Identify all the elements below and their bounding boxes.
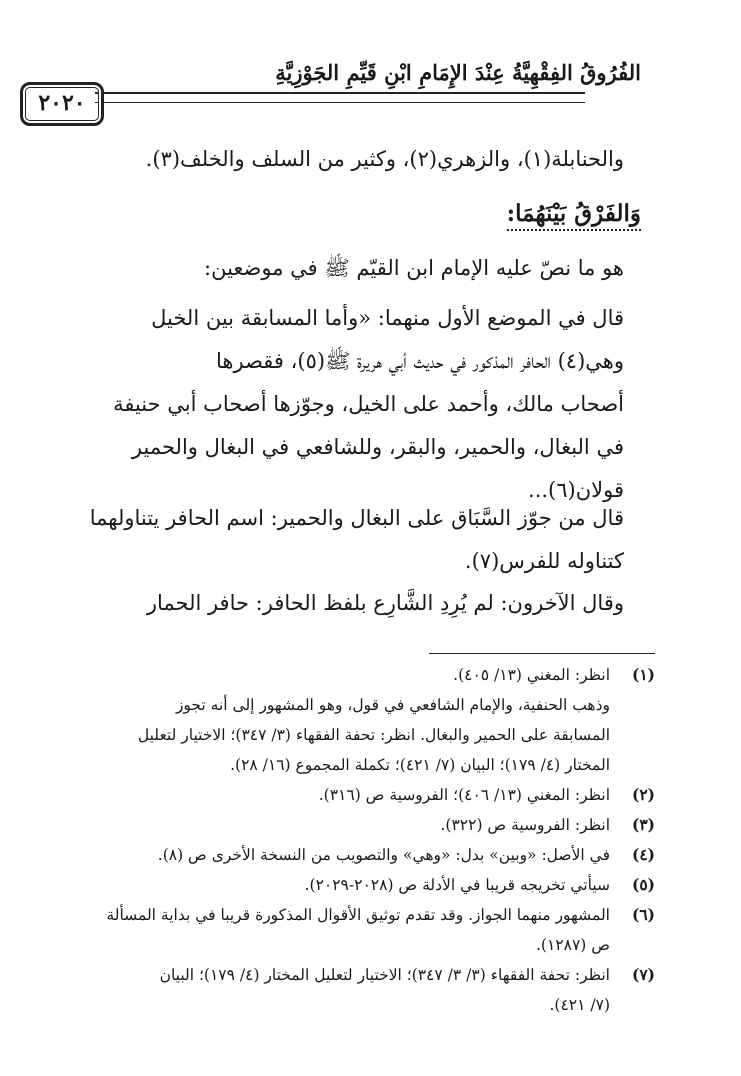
footnote-text	[90, 960, 610, 1020]
footnote-7	[90, 960, 655, 1020]
footnote-number: (٦)	[631, 905, 655, 924]
text-line: في البغال، والحمير، والبقر، وللشافعي في البغال والحمير	[131, 435, 624, 459]
text-line: أصحاب مالك، وأحمد على الخيل، وجوّزها أصحاب أبي حنيفة	[113, 392, 624, 416]
footnote-text	[90, 810, 610, 840]
text-line: وقال الآخرون: لم يُرِدِ الشَّارِع بلفظ الحافر: حافر الحمار	[146, 591, 624, 615]
footnote-1	[90, 660, 655, 780]
text-line: كتناوله للفرس(٧).	[464, 549, 624, 573]
text-line: قال من جوّز السَّبَاق على البغال والحمير: اسم الحافر يتناولهما	[89, 506, 624, 530]
paragraph-3	[88, 582, 624, 625]
text-line: والحنابلة(١)، والزهري(٢)، وكثير من السلف والخلف(٣).	[145, 147, 624, 171]
footnote-5	[90, 870, 655, 900]
footnote-3	[90, 810, 655, 840]
running-title: الفُرُوقُ الفِقْهِيَّةُ عِنْدَ الإِمَامِ ابْنِ قَيِّمِ الجَوْزِيَّةِ	[275, 60, 641, 85]
footnote-2	[90, 780, 655, 810]
footnote-line: سيأتي تخريجه قريبا في الأدلة ص (٢٠٢٨-٢٠٢٩).	[304, 876, 610, 894]
footnote-text	[90, 900, 610, 960]
footnote-number: (٢)	[631, 785, 655, 804]
text-line: قال في الموضع الأول منهما: «وأما المسابقة بين الخيل	[151, 306, 624, 330]
text-line: هو ما نصّ عليه الإمام ابن القيّم ﷺ في موضعين:	[204, 256, 624, 280]
body-line-1	[88, 138, 624, 181]
footnote-line: وذهب الحنفية، والإمام الشافعي في قول، وهو المشهور إلى أنه تجوز	[175, 696, 610, 714]
footnote-line: المسابقة على الحمير والبغال. انظر: تحفة الفقهاء (٣/ ٣٤٧)؛ الاختيار لتعليل	[137, 726, 610, 744]
footnote-number: (٤)	[631, 845, 655, 864]
footnote-number: (٣)	[631, 815, 655, 834]
footnote-number: (٥)	[631, 875, 655, 894]
footnote-line: انظر: المغني (١٣/ ٤٠٦)؛ الفروسية ص (٣١٦).	[318, 786, 610, 804]
footnote-4	[90, 840, 655, 870]
section-heading: وَالفَرْقُ بَيْنَهُمَا:	[507, 200, 641, 231]
text-line: قولان(٦)...	[528, 478, 624, 502]
quote-paragraph	[88, 297, 624, 512]
text-line: وهي(٤) الحافر المذكور في حديث أبي هريرة ﷺ(٥)، فقصرها	[216, 349, 624, 373]
page-number: ٢٠٢٠	[20, 82, 104, 126]
footnote-text	[90, 840, 610, 870]
paragraph-2	[88, 497, 624, 583]
footnote-line: في الأصل: «وبين» بدل: «وهي» والتصويب من النسخة الأخرى ص (٨).	[157, 846, 610, 864]
footnote-line: المشهور منهما الجواز. وقد تقدم توثيق الأقوال المذكورة قريبا في بداية المسألة	[106, 906, 610, 924]
footnote-number: (٧)	[631, 965, 655, 984]
header-rule	[95, 92, 585, 103]
footnotes	[90, 660, 655, 1020]
footnote-line: انظر: تحفة الفقهاء (٣/ ٣/ ٣٤٧)؛ الاختيار لتعليل المختار (٤/ ١٧٩)؛ البيان	[159, 966, 610, 984]
footnote-line: (٧/ ٤٢١).	[549, 996, 610, 1014]
footnote-line: ص (١٢٨٧).	[535, 936, 610, 954]
footnote-line: انظر: الفروسية ص (٣٢٢).	[440, 816, 610, 834]
footnote-text	[90, 660, 610, 780]
footnote-separator	[429, 653, 655, 654]
footnote-line: انظر: المغني (١٣/ ٤٠٥).	[453, 666, 610, 684]
intro-paragraph	[88, 247, 624, 290]
footnote-text	[90, 870, 610, 900]
footnote-6	[90, 900, 655, 960]
footnote-line: المختار (٤/ ١٧٩)؛ البيان (٧/ ٤٢١)؛ تكملة المجموع (١٦/ ٢٨).	[230, 756, 610, 774]
footnote-text	[90, 780, 610, 810]
footnote-number: (١)	[631, 665, 655, 684]
